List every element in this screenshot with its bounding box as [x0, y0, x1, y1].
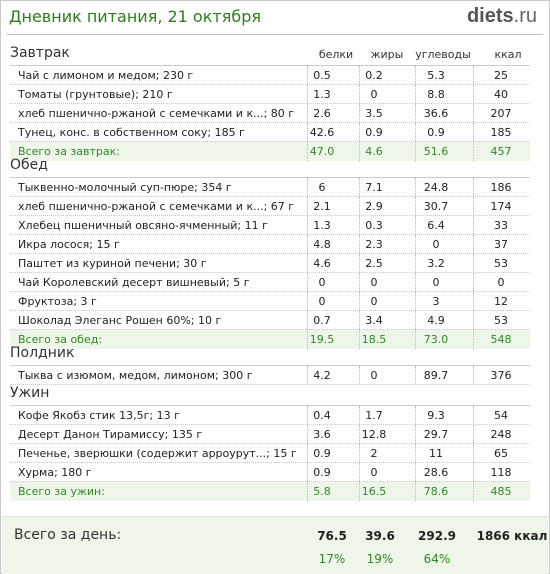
- food-kcal: 207: [490, 107, 512, 120]
- total-carbs: 73.0: [423, 333, 449, 346]
- column-header-protein: белки: [318, 48, 354, 61]
- food-kcal: 0: [497, 276, 505, 289]
- food-fat: 3.5: [365, 107, 383, 120]
- food-protein: 1.3: [313, 219, 331, 232]
- food-kcal: 54: [494, 409, 508, 422]
- food-name: Тыквенно-молочный суп-пюре; 354 г: [18, 181, 232, 194]
- food-carbs: 9.3: [427, 409, 445, 422]
- logo-main: diets: [466, 5, 514, 27]
- meal-total-row: [10, 482, 530, 501]
- day-total-panel: [2, 516, 548, 574]
- food-row[interactable]: [10, 254, 530, 273]
- food-row[interactable]: [10, 463, 530, 482]
- day-total-fat: 39.6: [365, 529, 395, 543]
- food-name: хлеб пшенично-ржаной с семечками и к...; 67 г: [18, 200, 295, 213]
- section-title: Ужин: [10, 385, 50, 401]
- food-kcal: 118: [490, 466, 512, 479]
- food-carbs: 36.6: [423, 107, 449, 120]
- food-fat: 0.2: [365, 69, 383, 82]
- section-title: Завтрак: [10, 45, 70, 61]
- food-name: Хурма; 180 г: [18, 466, 92, 479]
- food-row[interactable]: [10, 66, 530, 85]
- food-protein: 4.8: [313, 238, 331, 251]
- food-name: Кофе Якобз стик 13,5г; 13 г: [18, 409, 180, 422]
- food-carbs: 0: [432, 276, 440, 289]
- food-row[interactable]: [10, 178, 530, 197]
- meal-total-label: Всего за обед:: [18, 333, 103, 346]
- food-name: Икра лосося; 15 г: [18, 238, 120, 251]
- food-name: Десерт Данон Тирамиссу; 135 г: [18, 428, 203, 441]
- food-kcal: 65: [494, 447, 508, 460]
- food-kcal: 174: [490, 200, 512, 213]
- total-protein: 19.5: [309, 333, 335, 346]
- food-kcal: 53: [494, 314, 508, 327]
- food-carbs: 24.8: [423, 181, 449, 194]
- column-header-kcal: ккал: [494, 48, 522, 61]
- food-row[interactable]: [10, 444, 530, 463]
- food-kcal: 25: [494, 69, 508, 82]
- food-fat: 0.3: [365, 219, 383, 232]
- total-protein: 47.0: [309, 145, 335, 158]
- food-fat: 0.9: [365, 126, 383, 139]
- total-protein: 5.8: [313, 485, 331, 498]
- day-fat-percent: 19%: [366, 552, 394, 566]
- food-protein: 2.1: [313, 200, 331, 213]
- page-title: Дневник питания, 21 октября: [9, 7, 261, 26]
- food-protein: 0.5: [313, 69, 331, 82]
- meal-total-row: [10, 330, 530, 349]
- total-fat: 18.5: [361, 333, 387, 346]
- food-row[interactable]: [10, 104, 530, 123]
- column-header-fat: жиры: [370, 48, 404, 61]
- food-fat: 0: [370, 295, 378, 308]
- food-row[interactable]: [10, 273, 530, 292]
- food-protein: 0: [318, 295, 326, 308]
- food-carbs: 8.8: [427, 88, 445, 101]
- meal-total-label: Всего за ужин:: [18, 485, 105, 498]
- food-name: Чай Королевский десерт вишневый; 5 г: [18, 276, 250, 289]
- food-name: Томаты (грунтовые); 210 г: [18, 88, 173, 101]
- food-fat: 0: [370, 466, 378, 479]
- food-fat: 1.7: [365, 409, 383, 422]
- total-kcal: 548: [490, 333, 512, 346]
- food-carbs: 0: [432, 238, 440, 251]
- food-fat: 0: [370, 369, 378, 382]
- food-row[interactable]: [10, 311, 530, 330]
- food-row[interactable]: [10, 406, 530, 425]
- food-carbs: 5.3: [427, 69, 445, 82]
- food-protein: 0.9: [313, 447, 331, 460]
- total-carbs: 78.6: [423, 485, 449, 498]
- food-protein: 4.2: [313, 369, 331, 382]
- food-name: Хлебец пшеничный овсяно-ячменный; 11 г: [18, 219, 268, 232]
- food-kcal: 37: [494, 238, 508, 251]
- food-name: Печенье, зверюшки (содержит арроурут...; 15 г: [18, 447, 297, 460]
- food-fat: 2: [370, 447, 378, 460]
- food-fat: 2.3: [365, 238, 383, 251]
- food-kcal: 12: [494, 295, 508, 308]
- day-protein-percent: 17%: [318, 552, 346, 566]
- food-row[interactable]: [10, 123, 530, 142]
- food-carbs: 11: [429, 447, 443, 460]
- food-carbs: 30.7: [423, 200, 449, 213]
- food-carbs: 4.9: [427, 314, 445, 327]
- food-carbs: 89.7: [423, 369, 449, 382]
- food-carbs: 3: [432, 295, 440, 308]
- total-fat: 4.6: [365, 145, 383, 158]
- food-protein: 0: [318, 276, 326, 289]
- food-protein: 6: [318, 181, 326, 194]
- food-fat: 3.4: [365, 314, 383, 327]
- day-total-label: Всего за день:: [14, 527, 122, 543]
- food-protein: 0.9: [313, 466, 331, 479]
- food-kcal: 376: [490, 369, 512, 382]
- total-kcal: 457: [490, 145, 512, 158]
- food-carbs: 29.7: [423, 428, 449, 441]
- food-kcal: 33: [494, 219, 508, 232]
- food-row[interactable]: [10, 425, 530, 444]
- food-row[interactable]: [10, 85, 530, 104]
- food-fat: 0: [370, 88, 378, 101]
- header-divider: [7, 34, 543, 35]
- day-carbs-percent: 64%: [423, 552, 451, 566]
- food-carbs: 0.9: [427, 126, 445, 139]
- total-kcal: 485: [490, 485, 512, 498]
- food-carbs: 6.4: [427, 219, 445, 232]
- food-kcal: 186: [490, 181, 512, 194]
- meal-total-label: Всего за завтрак:: [18, 145, 121, 158]
- food-kcal: 53: [494, 257, 508, 270]
- total-fat: 16.5: [361, 485, 387, 498]
- food-name: Чай с лимоном и медом; 230 г: [18, 69, 194, 82]
- section-title: Полдник: [10, 345, 75, 361]
- food-protein: 4.6: [313, 257, 331, 270]
- food-fat: 2.5: [365, 257, 383, 270]
- food-kcal: 248: [490, 428, 512, 441]
- food-kcal: 40: [494, 88, 508, 101]
- food-name: Тыква с изюмом, медом, лимоном; 300 г: [18, 369, 253, 382]
- food-fat: 2.9: [365, 200, 383, 213]
- food-fat: 7.1: [365, 181, 383, 194]
- day-total-kcal: 1866 ккал: [476, 529, 548, 543]
- food-name: Шоколад Элеганс Рошен 60%; 10 г: [18, 314, 222, 327]
- food-protein: 1.3: [313, 88, 331, 101]
- food-row[interactable]: [10, 235, 530, 254]
- logo-tld: .ru: [513, 5, 537, 27]
- food-protein: 2.6: [313, 107, 331, 120]
- food-row[interactable]: [10, 366, 530, 385]
- food-protein: 0.4: [313, 409, 331, 422]
- food-row[interactable]: [10, 292, 530, 311]
- food-protein: 42.6: [309, 126, 335, 139]
- food-fat: 0: [370, 276, 378, 289]
- column-header-carbs: углеводы: [415, 48, 471, 61]
- section-title: Обед: [10, 157, 48, 173]
- food-name: хлеб пшенично-ржаной с семечками и к...; 80 г: [18, 107, 295, 120]
- food-carbs: 3.2: [427, 257, 445, 270]
- meal-total-row: [10, 142, 530, 161]
- food-protein: 3.6: [313, 428, 331, 441]
- food-row[interactable]: [10, 197, 530, 216]
- day-total-protein: 76.5: [317, 529, 347, 543]
- food-protein: 0.7: [313, 314, 331, 327]
- food-fat: 12.8: [361, 428, 387, 441]
- site-logo[interactable]: [467, 5, 537, 28]
- food-kcal: 185: [490, 126, 512, 139]
- day-total-carbs: 292.9: [418, 529, 456, 543]
- food-name: Тунец, конс. в собственном соку; 185 г: [18, 126, 245, 139]
- food-carbs: 28.6: [423, 466, 449, 479]
- food-name: Фруктоза; 3 г: [18, 295, 97, 308]
- food-row[interactable]: [10, 216, 530, 235]
- food-name: Паштет из куриной печени; 30 г: [18, 257, 207, 270]
- total-carbs: 51.6: [423, 145, 449, 158]
